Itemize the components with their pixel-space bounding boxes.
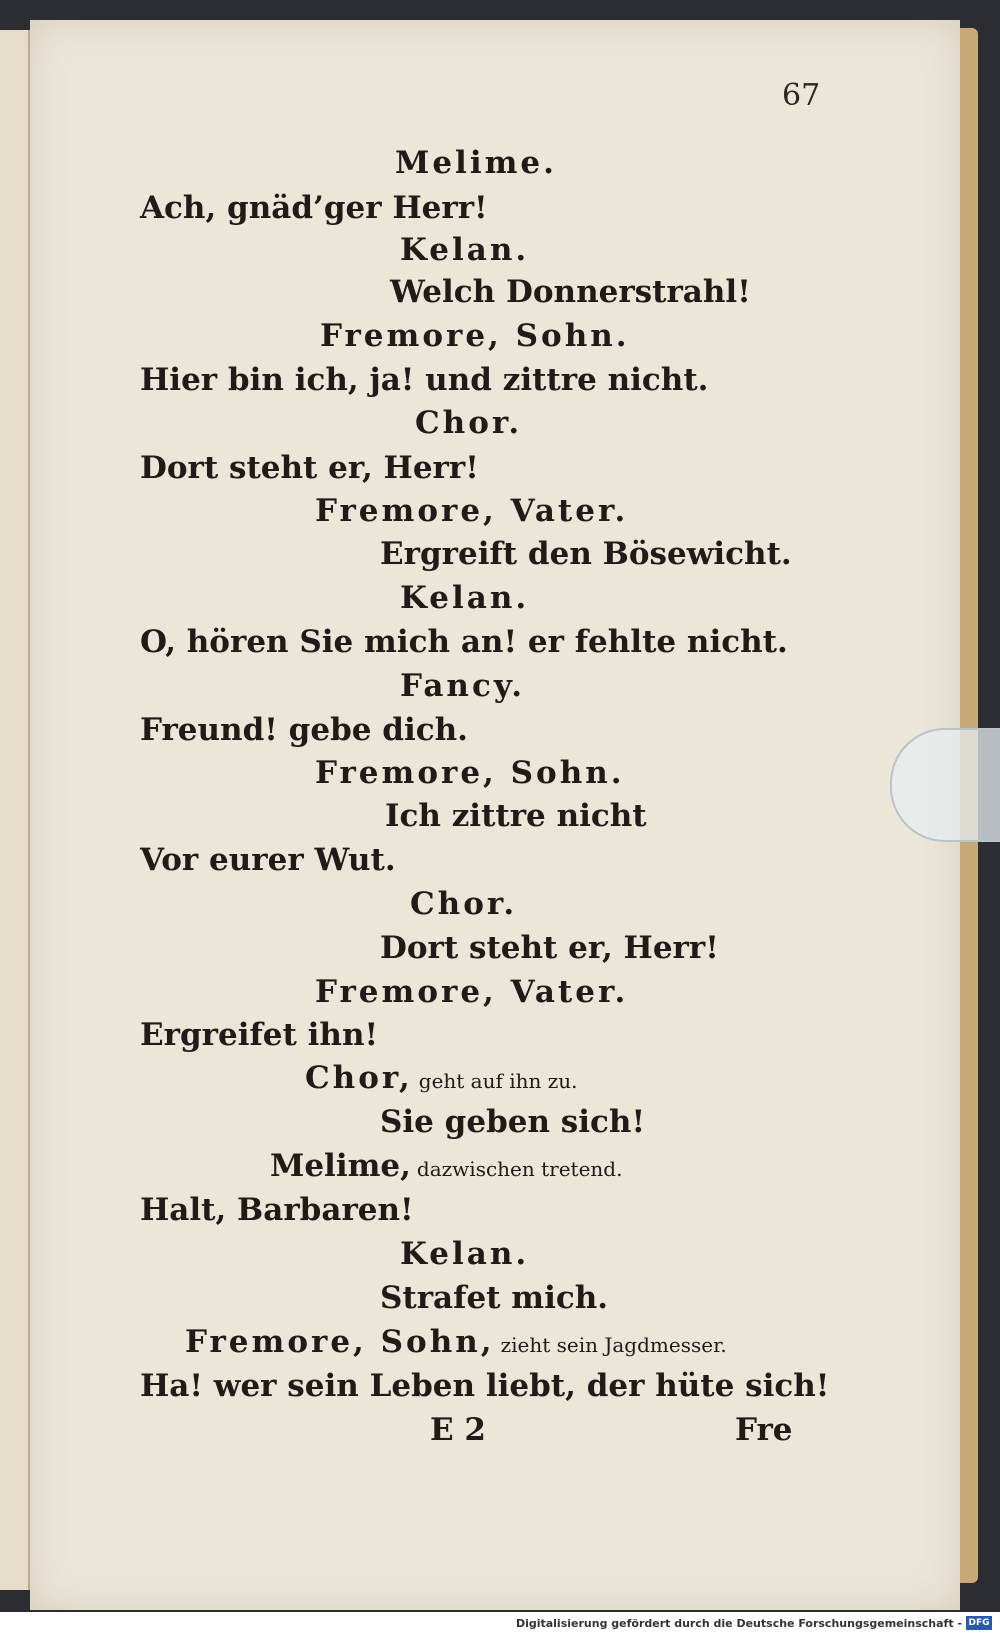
speaker-melime: Melime. xyxy=(395,145,557,181)
footer-credit: Digitalisierung gefördert durch die Deutsche Forschungsgemeinschaft - xyxy=(515,1617,962,1630)
speaker-kelan: Kelan. xyxy=(400,580,530,616)
speaker-fremore-sohn: Fremore, Sohn. xyxy=(315,755,625,791)
speaker-name: Chor, xyxy=(305,1060,413,1096)
verse-line: Dort steht er, Herr! xyxy=(380,930,719,966)
speaker-name: Fremore, Sohn, xyxy=(185,1324,495,1360)
signature-mark: E 2 xyxy=(430,1412,486,1448)
verse-line: Freund! gebe dich. xyxy=(140,712,468,748)
verse-line: Ach, gnäd’ger Herr! xyxy=(140,190,488,226)
verse-line: Ergreifet ihn! xyxy=(140,1017,379,1053)
verse-line: Ergreift den Bösewicht. xyxy=(380,536,792,572)
speaker-chor: Chor. xyxy=(410,886,518,922)
speaker-kelan: Kelan. xyxy=(400,232,530,268)
verse-line: O, hören Sie mich an! er fehlte nicht. xyxy=(140,624,788,660)
speaker-fremore-sohn xyxy=(185,1324,727,1360)
catchword: Fre xyxy=(735,1412,793,1448)
verse-line: Halt, Barbaren! xyxy=(140,1192,414,1228)
speaker-name: Melime, xyxy=(270,1148,411,1184)
verse-line: Strafet mich. xyxy=(380,1280,609,1316)
speaker-melime xyxy=(270,1148,622,1184)
speaker-kelan: Kelan. xyxy=(400,1236,530,1272)
previous-page-edge xyxy=(0,30,30,1590)
speaker-fremore-vater: Fremore, Vater. xyxy=(315,974,629,1010)
dfg-logo: DFG xyxy=(966,1616,992,1630)
page-clip xyxy=(890,728,1000,842)
verse-line: Welch Donnerstrahl! xyxy=(390,274,751,310)
stage-direction: zieht sein Jagdmesser. xyxy=(500,1333,727,1357)
speaker-chor xyxy=(305,1060,578,1096)
verse-line: Sie geben sich! xyxy=(380,1104,646,1140)
speaker-fremore-sohn: Fremore, Sohn. xyxy=(320,318,630,354)
speaker-chor: Chor. xyxy=(415,405,523,441)
page-number: 67 xyxy=(782,78,821,113)
verse-line: Ich zittre nicht xyxy=(385,798,647,834)
speaker-fancy: Fancy. xyxy=(400,668,526,704)
stage-direction: dazwischen tretend. xyxy=(416,1157,623,1181)
verse-line: Dort steht er, Herr! xyxy=(140,450,479,486)
stage-direction: geht auf ihn zu. xyxy=(418,1069,578,1093)
verse-line: Hier bin ich, ja! und zittre nicht. xyxy=(140,362,709,398)
verse-line: Ha! wer sein Leben liebt, der hüte sich! xyxy=(140,1368,830,1404)
speaker-fremore-vater: Fremore, Vater. xyxy=(315,493,629,529)
verse-line: Vor eurer Wut. xyxy=(140,842,396,878)
